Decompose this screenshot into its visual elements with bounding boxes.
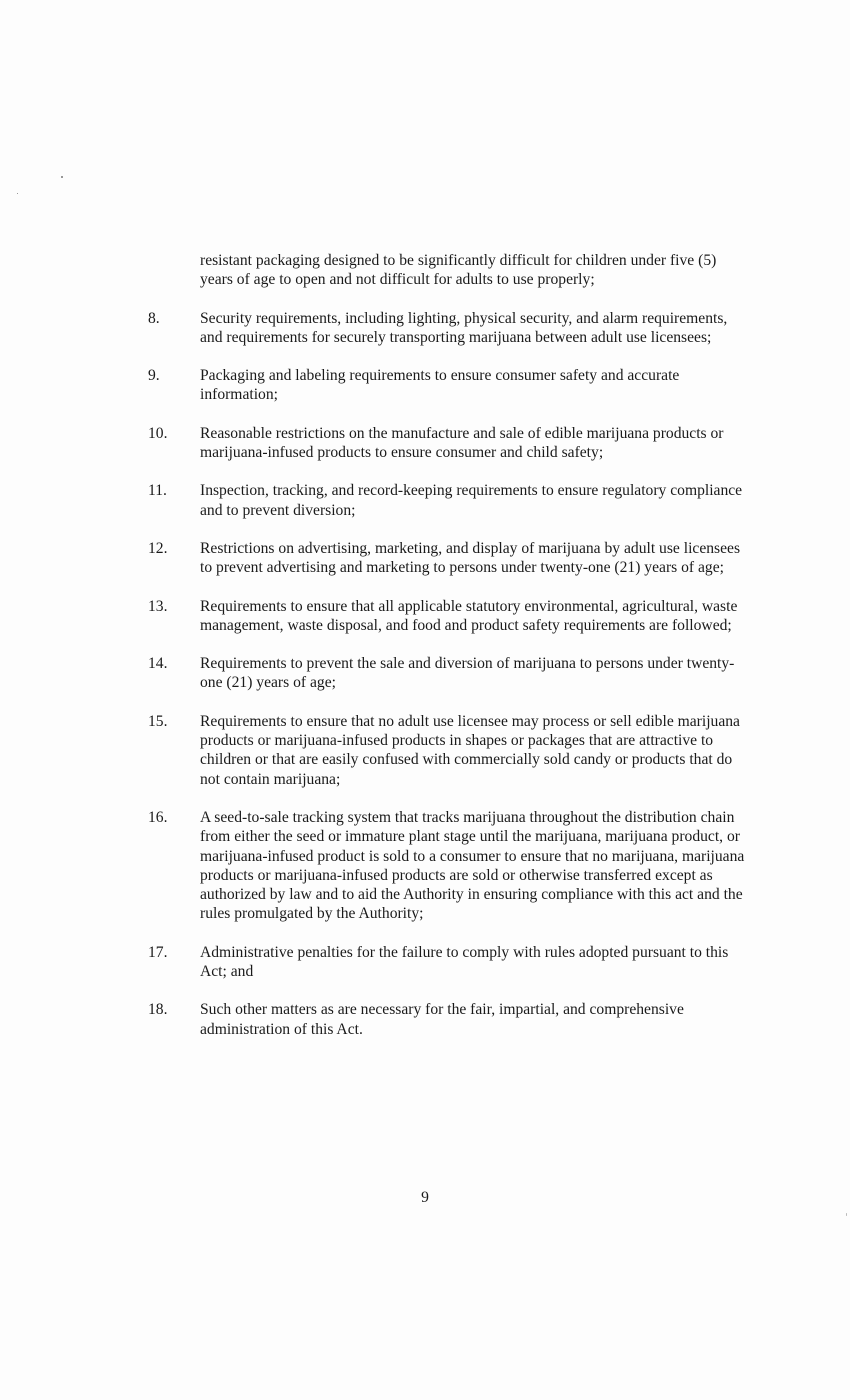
- item-number: 9.: [148, 367, 160, 385]
- item-number: 10.: [148, 424, 168, 442]
- item-text: Reasonable restrictions on the manufacture and sale of edible marijuana products or marijuana-infused products to ensure consumer and child safety;: [200, 424, 724, 462]
- item-text: Packaging and labeling requirements to ensure consumer safety and accurate information;: [200, 367, 680, 404]
- item-text: Requirements to ensure that all applicable statutory environmental, agricultural, waste management, waste disposal, and food and product safety requirements are followed;: [200, 597, 738, 634]
- continuation-paragraph: resistant packaging designed to be significantly difficult for children under five (5) years of age to open and not difficult for adults to use properly;: [200, 252, 717, 289]
- item-text: Restrictions on advertising, marketing, and display of marijuana by adult use licensees to prevent advertising and marketing to persons under twenty-one (21) years of age;: [200, 539, 741, 577]
- item-text: Requirements to prevent the sale and diversion of marijuana to persons under twenty-one (21) years of age;: [200, 655, 735, 692]
- page-number: 9: [421, 1189, 429, 1206]
- item-number: 13.: [148, 597, 168, 615]
- list-item: [148, 309, 758, 348]
- scan-speck: [61, 176, 63, 178]
- item-text: Inspection, tracking, and record-keeping requirements to ensure regulatory compliance and to prevent diversion;: [200, 482, 743, 519]
- item-number: 17.: [148, 943, 168, 961]
- list-item: [148, 654, 758, 693]
- list-item: [148, 808, 758, 924]
- item-number: 12.: [148, 539, 168, 557]
- document-body: [148, 251, 758, 1058]
- item-number: 18.: [148, 1001, 168, 1019]
- list-item: [148, 481, 758, 520]
- item-text: Such other matters as are necessary for the fair, impartial, and comprehensive administration of this Act.: [200, 1001, 684, 1038]
- item-number: 16.: [148, 808, 168, 826]
- item-text: A seed-to-sale tracking system that tracks marijuana throughout the distribution chain from either the seed or immature plant stage until the marijuana, marijuana product, or marijuana-infused product is sold to a consumer to ensure that no marijuana, marijuana products or marijuana-infused products are sold or otherwise transferred except as authorized by law and to aid the Authority in ensuring compliance with this act and the rules promulgated by the Authority;: [200, 808, 745, 923]
- item-text: Administrative penalties for the failure to comply with rules adopted pursuant to this Act; and: [200, 943, 729, 981]
- item-number: 8.: [148, 309, 160, 327]
- item-text: Security requirements, including lighting, physical security, and alarm requirements, and requirements for securely transporting marijuana between adult use licensees;: [200, 309, 728, 346]
- item-text: Requirements to ensure that no adult use licensee may process or sell edible marijuana products or marijuana-infused products in shapes or packages that are attractive to children or that are easily confused with commercially sold candy or products that do not contain marijuana;: [200, 712, 740, 788]
- list-item: [148, 943, 758, 982]
- list-item: [148, 1000, 758, 1039]
- item-number: 14.: [148, 655, 168, 673]
- list-item: [148, 597, 758, 636]
- list-item: [148, 366, 758, 405]
- item-number: 11.: [148, 482, 167, 500]
- scan-speck: [17, 193, 18, 194]
- scan-speck: [846, 1213, 847, 1216]
- list-item: [148, 424, 758, 463]
- list-item: [148, 539, 758, 578]
- list-item: [148, 712, 758, 789]
- item-number: 15.: [148, 712, 168, 730]
